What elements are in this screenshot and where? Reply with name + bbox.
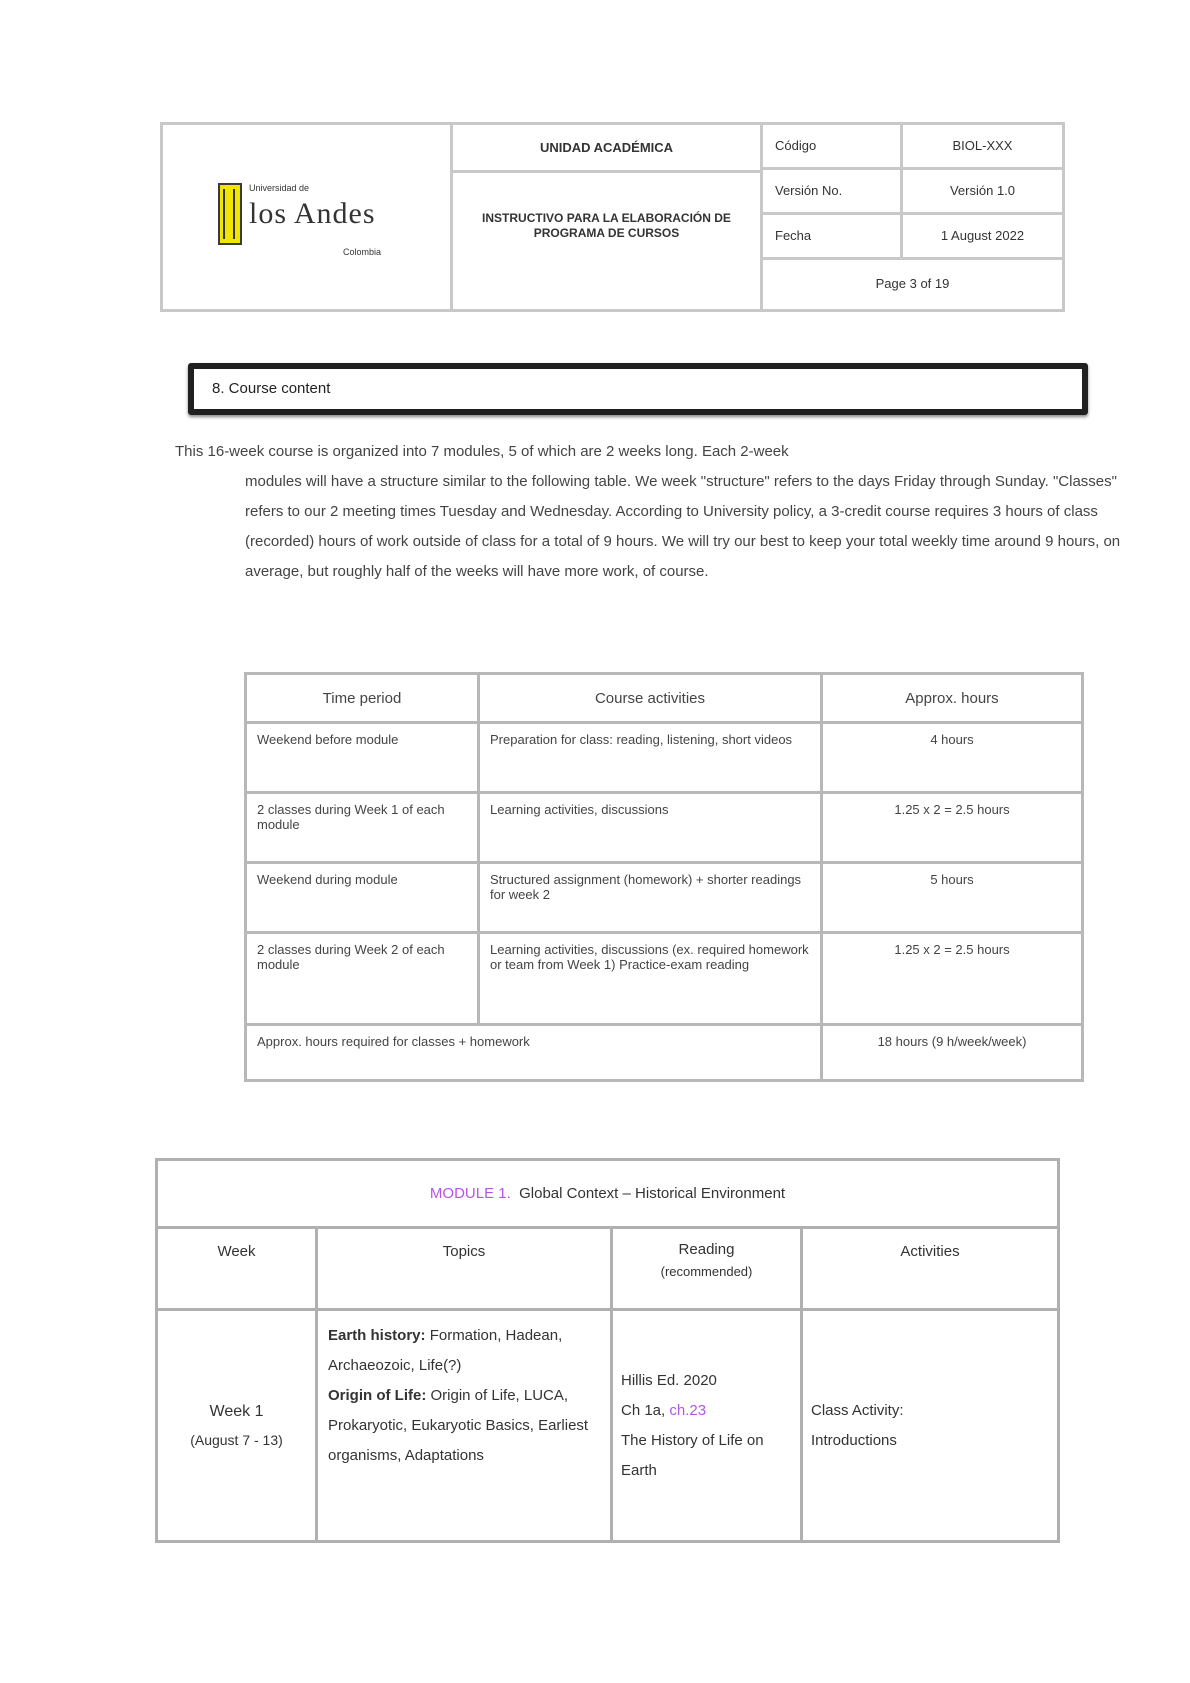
reading-chapter-link[interactable]: ch.23 xyxy=(669,1401,707,1419)
week-cell xyxy=(157,1310,317,1542)
module-label: MODULE 1. xyxy=(429,1185,511,1202)
total-row xyxy=(246,1025,1083,1081)
section-heading: 8. Course content xyxy=(188,363,1088,415)
reading-chapter-a: Ch 1a, xyxy=(621,1401,666,1419)
document-title: INSTRUCTIVO PARA LA ELABORACIÓN DE PROGRAMA DE CURSOS xyxy=(453,173,763,309)
code-value: BIOL-XXX xyxy=(903,125,1062,170)
header-topics: Topics xyxy=(317,1228,612,1310)
course-content-paragraph xyxy=(175,437,1150,587)
reading-chapters xyxy=(621,1396,792,1426)
col-time-period: Time period xyxy=(246,674,479,723)
header-reading xyxy=(612,1228,802,1310)
logo-main-text: los Andes xyxy=(249,197,376,230)
cell-activity: Learning activities, discussions xyxy=(479,793,822,863)
university-logo xyxy=(163,125,453,309)
cell-period: Weekend before module xyxy=(246,723,479,793)
logo-sub-text: Colombia xyxy=(343,247,382,257)
cell-hours: 1.25 x 2 = 2.5 hours xyxy=(822,933,1083,1025)
topics-cell xyxy=(317,1310,612,1542)
code-label: Código xyxy=(763,125,903,170)
paragraph-first-line: This 16-week course is organized into 7 modules, 5 of which are 2 weeks long. Each 2-week xyxy=(175,443,789,460)
hours-table-header xyxy=(246,674,1083,723)
module-title-cell xyxy=(157,1160,1059,1228)
version-value: Versión 1.0 xyxy=(903,170,1062,215)
topic-origin-of-life-title: Origin of Life: xyxy=(328,1387,427,1404)
header-activities: Activities xyxy=(802,1228,1059,1310)
cell-activity: Learning activities, discussions (ex. required homework or team from Week 1) Practice-exam reading xyxy=(479,933,822,1025)
header-week: Week xyxy=(157,1228,317,1310)
table-row xyxy=(246,793,1083,863)
total-label: Approx. hours required for classes + homework xyxy=(246,1025,822,1081)
week-label: Week 1 xyxy=(209,1402,264,1420)
total-value: 18 hours (9 h/week/week) xyxy=(822,1025,1083,1081)
topic-origin-of-life-text: Origin of Life, LUCA, Prokaryotic, Eukaryotic Basics, Earliest organisms, Adaptations xyxy=(328,1387,589,1464)
cell-period: Weekend during module xyxy=(246,863,479,933)
week-dates: (August 7 - 13) xyxy=(190,1431,283,1448)
reading-header-sub: (recommended) xyxy=(660,1264,753,1279)
activities-cell xyxy=(802,1310,1059,1542)
reading-title: The History of Life on Earth xyxy=(621,1431,764,1479)
col-approx-hours: Approx. hours xyxy=(822,674,1083,723)
hours-table xyxy=(244,672,1084,1082)
logo-top-text: Universidad de xyxy=(249,183,310,193)
cell-hours: 1.25 x 2 = 2.5 hours xyxy=(822,793,1083,863)
logo-emblem-lines xyxy=(223,189,235,239)
reading-header-label: Reading xyxy=(678,1241,735,1258)
module-table xyxy=(155,1158,1060,1543)
cell-activity: Structured assignment (homework) + shorter readings for week 2 xyxy=(479,863,822,933)
col-course-activities: Course activities xyxy=(479,674,822,723)
cell-activity: Preparation for class: reading, listening, short videos xyxy=(479,723,822,793)
table-row xyxy=(157,1310,1059,1542)
table-row xyxy=(246,933,1083,1025)
topic-earth-history-text: Formation, Hadean, Archaeozoic, Life(?) xyxy=(328,1327,563,1374)
date-value: 1 August 2022 xyxy=(903,215,1062,260)
topic-earth-history-title: Earth history: xyxy=(328,1327,426,1344)
activity-title: Class Activity: xyxy=(811,1401,904,1419)
version-label: Versión No. xyxy=(763,170,903,215)
academic-unit: UNIDAD ACADÉMICA xyxy=(453,125,763,173)
module-title-row xyxy=(157,1160,1059,1228)
reading-book: Hillis Ed. 2020 xyxy=(621,1371,717,1389)
table-row xyxy=(246,723,1083,793)
date-label: Fecha xyxy=(763,215,903,260)
cell-period: 2 classes during Week 2 of each module xyxy=(246,933,479,1025)
cell-period: 2 classes during Week 1 of each module xyxy=(246,793,479,863)
cell-hours: 5 hours xyxy=(822,863,1083,933)
topic-origin-of-life xyxy=(328,1381,600,1471)
activity-text: Introductions xyxy=(811,1431,897,1449)
cell-hours: 4 hours xyxy=(822,723,1083,793)
table-row xyxy=(246,863,1083,933)
topic-earth-history xyxy=(328,1321,600,1381)
document-header xyxy=(160,122,1065,312)
module-title: Global Context – Historical Environment xyxy=(519,1185,786,1202)
page-number: Page 3 of 19 xyxy=(875,276,950,291)
paragraph-body: modules will have a structure similar to the following table. We week "structure" refers to the days Friday through Sunday. "Classes" refers to our 2 meeting times Tuesday and Wednesday. According to University policy, a 3-credit course requires 3 hours of class (recorded) hours of work outside of class for a total of 9 hours. We will try our best to keep your total weekly time around 9 hours, on average, but roughly half of the weeks will have more work, of course. xyxy=(245,473,1121,580)
module-header-row xyxy=(157,1228,1059,1310)
reading-cell xyxy=(612,1310,802,1542)
